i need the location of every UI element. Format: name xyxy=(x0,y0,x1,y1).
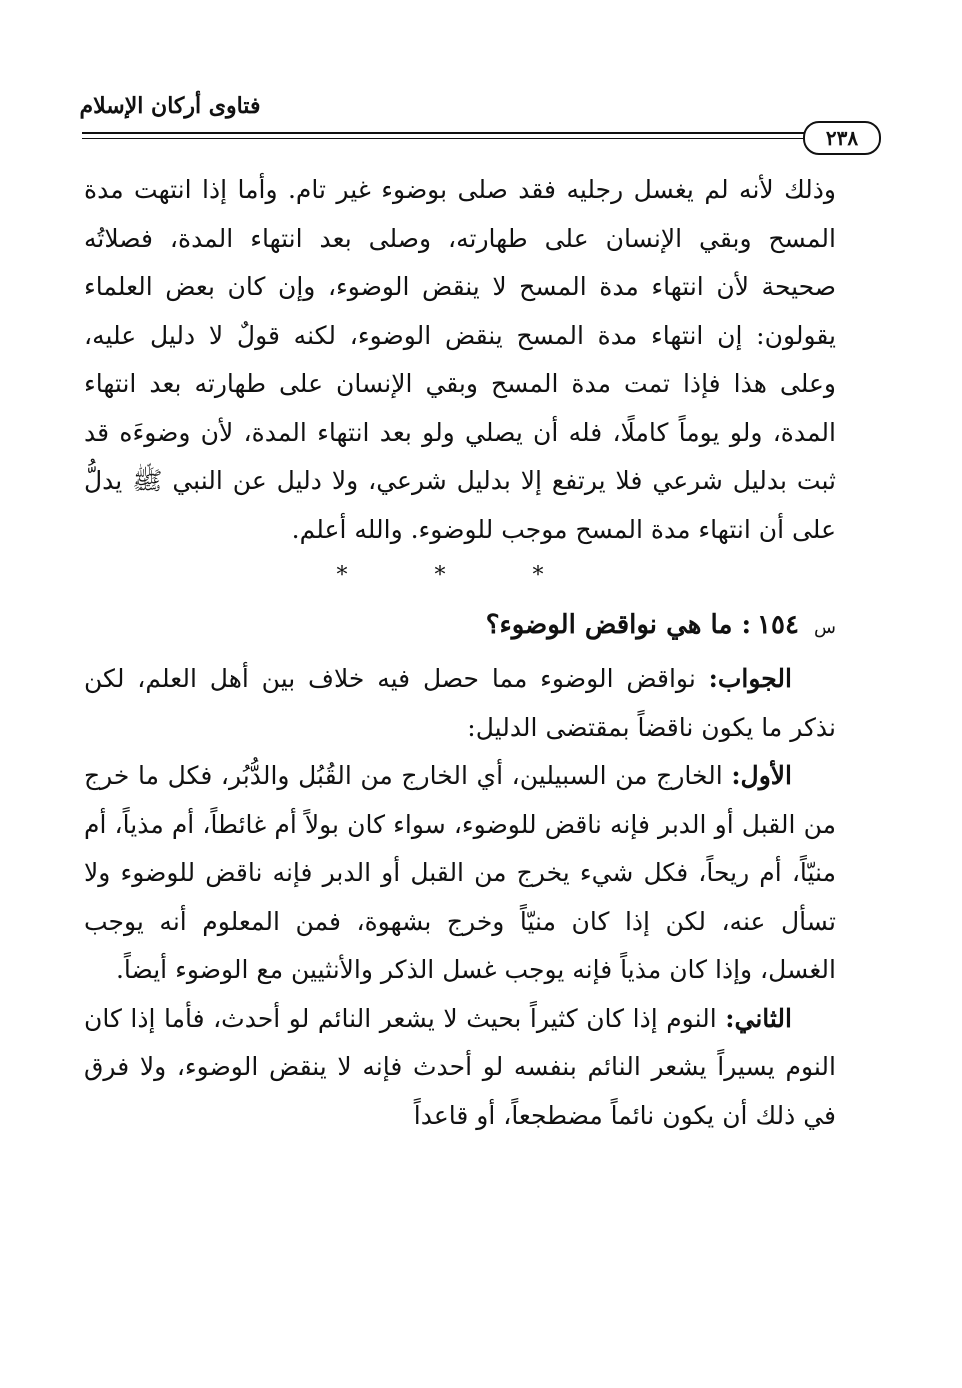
section-divider: * * * xyxy=(336,563,584,588)
paragraph-mash-conclusion: وذلك لأنه لم يغسل رجليه فقد صلى بوضوء غير تام. وأما إذا انتهت مدة المسح وبقي الإنسان على طهارته، وصلى بعد انتهاء المدة، فصلاتُه صحيحة لأن انتهاء مدة المسح لا ينقض الوضوء، وإن كان بعض العلماء يقولون: إن انتهاء مدة المسح ينقض الوضوء، لكنه قولٌ لا دليل عليه، وعلى هذا فإذا تمت مدة المسح وبقي الإنسان على طهارته بعد انتهاء المدة، ولو يوماً كاملًا، فله أن يصلي ولو بعد انتهاء المدة، لأن وضوءَه قد ثبت بدليل شرعي فلا يرتفع إلا بدليل شرعي، ولا دليل عن النبي ﷺ يدلُّ على أن انتهاء مدة المسح موجب للوضوء. والله أعلم. xyxy=(84,175,836,544)
page-body xyxy=(84,166,836,1140)
running-header-title: فتاوى أركان الإسلام xyxy=(79,93,261,119)
question-separator: : xyxy=(741,610,752,640)
answer-text: نواقض الوضوء مما حصل فيه خلاف بين أهل العلم، لكن نذكر ما يكون ناقضاً بمقتضى الدليل: xyxy=(84,664,836,742)
header-rule-top xyxy=(82,132,806,134)
page-number-badge: ٢٣٨ xyxy=(803,121,881,155)
question-number: ١٥٤ xyxy=(757,610,799,640)
answer-paragraph xyxy=(84,655,836,752)
first-text: الخارج من السبيلين، أي الخارج من القُبُل والدُّبُر، فكل ما خرج من القبل أو الدبر فإنه ناقض للوضوء، سواء كان بولاً أم غائطاً، أم مذياً، أم منيّاً، أم ريحاً، فكل شيء يخرج من القبل أو الدبر فإنه ناقض للوضوء ولا تسأل عنه، لكن إذا كان منيّاً وخرج بشهوة، فمن المعلوم أنه يوجب الغسل، وإذا كان مذياً فإنه يوجب غسل الذكر والأنثيين مع الوضوء أيضاً. xyxy=(84,761,836,984)
answer-label: الجواب: xyxy=(708,664,792,693)
first-nullifier-paragraph xyxy=(84,752,836,995)
question-heading xyxy=(84,600,836,653)
second-text: النوم إذا كان كثيراً بحيث لا يشعر النائم لو أحدث، فأما إذا كان النوم يسيراً يشعر النائم بنفسه لو أحدث فإنه لا ينقض الوضوء، ولا فرق في ذلك أن يكون نائماً مضطجعاً، أو قاعداً xyxy=(84,1003,836,1130)
question-marker: س xyxy=(814,617,836,638)
second-label: الثاني: xyxy=(725,1003,792,1033)
first-label: الأول: xyxy=(731,761,792,790)
question-text: ما هي نواقض الوضوء؟ xyxy=(485,610,733,640)
header-rule-bottom xyxy=(82,138,806,139)
second-nullifier-paragraph xyxy=(84,995,836,1141)
